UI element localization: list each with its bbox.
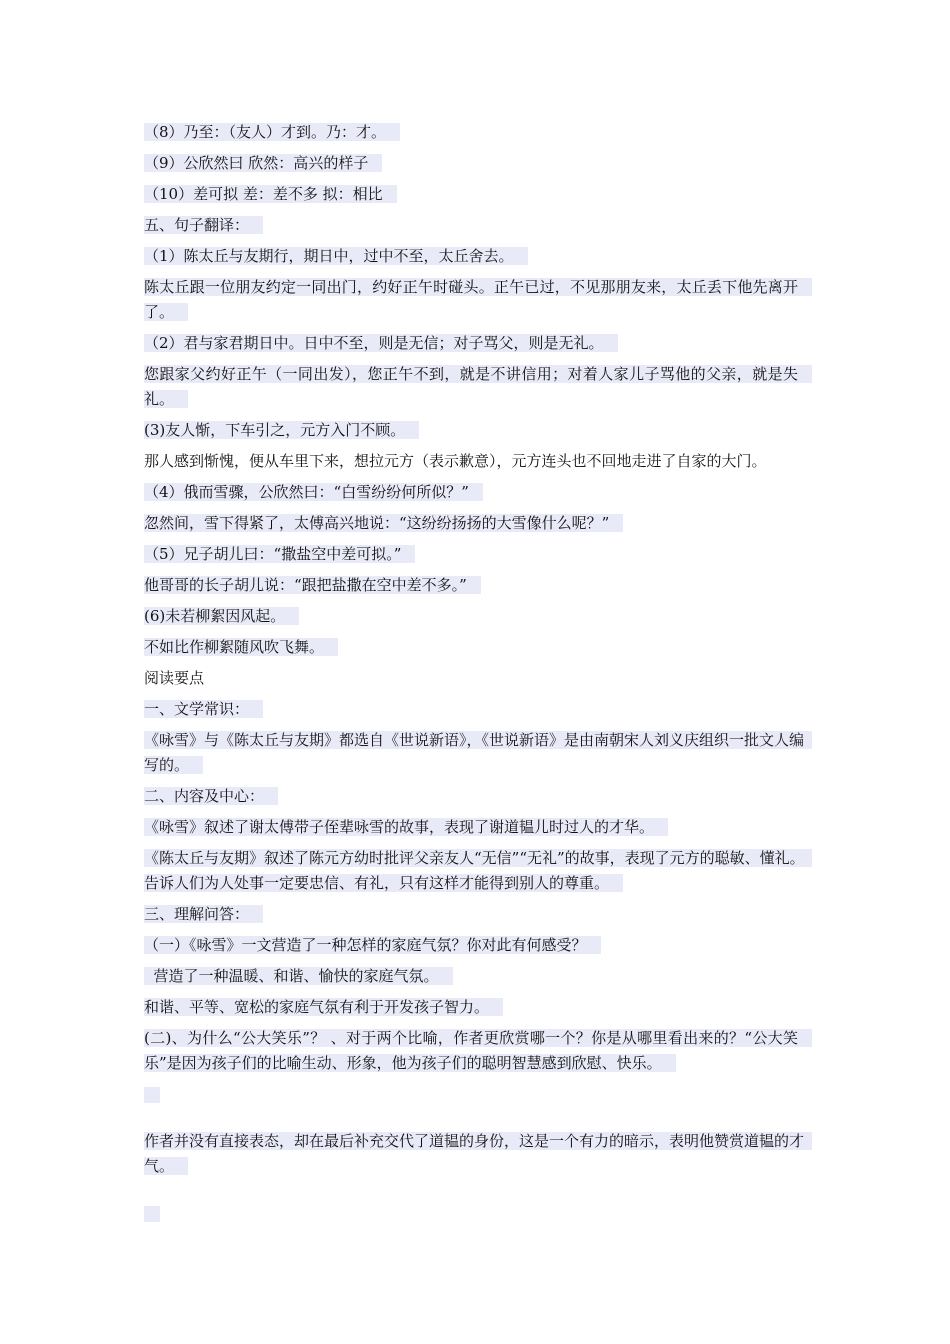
text-span: 营造了一种温暖、和谐、愉快的家庭气氛。 [144, 967, 453, 985]
text-span: 那人感到惭愧，便从车里下来，想拉元方（表示歉意），元方连头也不回地走进了自家的大门。 [144, 452, 767, 470]
text-span: (二)、为什么“公大笑乐”？ 、对于两个比喻，作者更欣赏哪一个？你是从哪里看出来的？“公大笑乐”是因为孩子们的比喻生动、形象，他为孩子们的聪明智慧感到欣慰、快乐。 [144, 1029, 812, 1072]
sentence-5-original [144, 542, 812, 567]
answer-2b [144, 1129, 812, 1179]
section-heading-content [144, 784, 812, 809]
text-span: 《咏雪》叙述了谢太傅带子侄辈咏雪的故事，表现了谢道韫儿时过人的才华。 [144, 818, 668, 836]
question-2-and-answer [144, 1026, 812, 1076]
text-span: （8）乃至：（友人）才到。乃：才。 [144, 123, 400, 141]
text-span: 陈太丘跟一位朋友约定一同出门，约好正午时碰头。正午已过，不见那朋友来，太丘丢下他先离开了。 [144, 278, 812, 321]
text-span: 三、理解问答： [144, 905, 263, 923]
text-span: （10）差可拟 差：差不多 拟：相比 [144, 185, 397, 203]
sentence-3-original [144, 418, 812, 443]
text-span: （5）兄子胡儿曰：“撒盐空中差可拟。” [144, 545, 415, 563]
text-span: （9）公欣然曰 欣然：高兴的样子 [144, 154, 382, 172]
section-heading-questions [144, 902, 812, 927]
text-span: 不如比作柳絮随风吹飞舞。 [144, 638, 338, 656]
sentence-3-translation [144, 449, 812, 474]
text-span: （一）《咏雪》一文营造了一种怎样的家庭气氛？你对此有何感受？ [144, 936, 601, 954]
text-span: 《咏雪》与《陈太丘与友期》都选自《世说新语》，《世说新语》是由南朝宋人刘义庆组织一批文人编写的。 [144, 731, 812, 774]
empty-highlight-block [144, 1087, 160, 1103]
reading-points-heading [144, 666, 812, 691]
blank-highlight [144, 1082, 812, 1107]
sentence-4-original [144, 480, 812, 505]
sentence-5-translation [144, 573, 812, 598]
text-span: 您跟家父约好正午（一同出发），您正午不到，就是不讲信用；对着人家儿子骂他的父亲，就是失礼。 [144, 365, 812, 408]
text-span: （2）君与家君期日中。日中不至，则是无信；对子骂父，则是无礼。 [144, 334, 618, 352]
vocab-line-9 [144, 151, 812, 176]
text-span: 和谐、平等、宽松的家庭气氛有利于开发孩子智力。 [144, 998, 503, 1016]
empty-highlight-block [144, 1206, 160, 1222]
sentence-1-translation [144, 275, 812, 325]
sentence-4-translation [144, 511, 812, 536]
blank-highlight [144, 1201, 812, 1226]
text-span: 二、内容及中心： [144, 787, 278, 805]
question-1 [144, 933, 812, 958]
text-span: 他哥哥的长子胡儿说：“跟把盐撒在空中差不多。” [144, 576, 481, 594]
text-span: 作者并没有直接表态，却在最后补充交代了道韫的身份，这是一个有力的暗示，表明他赞赏道韫的才气。 [144, 1132, 812, 1175]
answer-1a [144, 964, 812, 989]
sentence-6-translation [144, 635, 812, 660]
text-span: 忽然间，雪下得紧了，太傅高兴地说：“这纷纷扬扬的大雪像什么呢？” [144, 514, 623, 532]
text-span: 一、文学常识： [144, 700, 263, 718]
answer-1b [144, 995, 812, 1020]
literature-paragraph [144, 728, 812, 778]
text-span: 阅读要点 [144, 669, 205, 687]
text-span: （4）俄而雪骤，公欣然曰：“白雪纷纷何所似？” [144, 483, 483, 501]
text-span: (3)友人惭，下车引之，元方入门不顾。 [144, 421, 419, 439]
document-page [144, 120, 812, 1232]
sentence-2-original [144, 331, 812, 356]
sentence-2-translation [144, 362, 812, 412]
text-span: 《陈太丘与友期》叙述了陈元方幼时批评父亲友人“无信”“无礼”的故事，表现了元方的聪敏、懂礼。告诉人们为人处事一定要忠信、有礼，只有这样才能得到别人的尊重。 [144, 849, 812, 892]
content-paragraph-2 [144, 846, 812, 896]
text-span: （1）陈太丘与友期行，期日中，过中不至，太丘舍去。 [144, 247, 528, 265]
section-heading-literature [144, 697, 812, 722]
vocab-line-8 [144, 120, 812, 145]
sentence-6-original [144, 604, 812, 629]
section-heading-translation [144, 213, 812, 238]
text-span: (6)未若柳絮因风起。 [144, 607, 299, 625]
content-paragraph-1 [144, 815, 812, 840]
text-span: 五、句子翻译： [144, 216, 263, 234]
vocab-line-10 [144, 182, 812, 207]
sentence-1-original [144, 244, 812, 269]
